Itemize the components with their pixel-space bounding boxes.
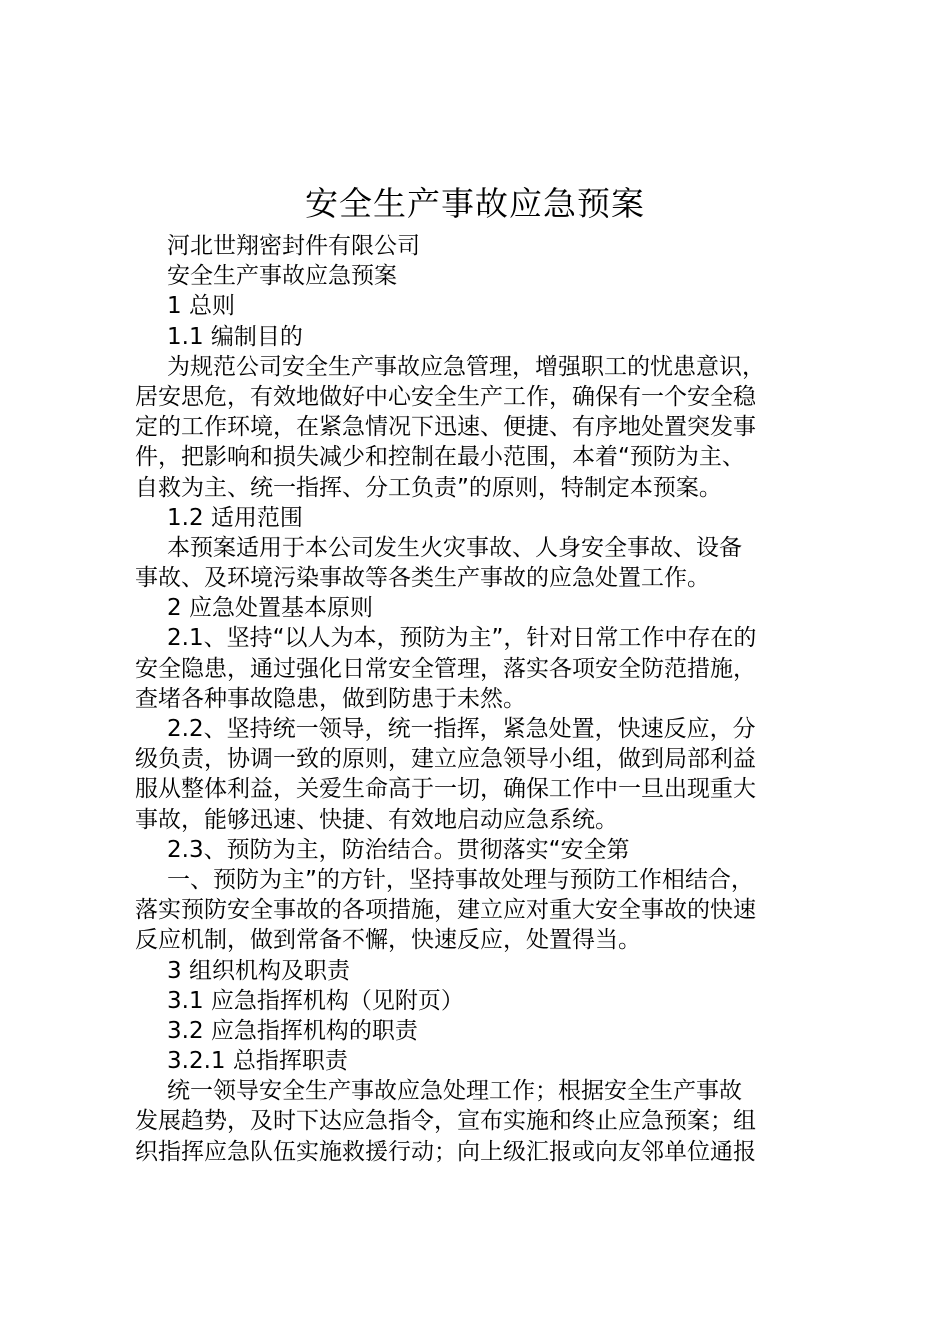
paragraph-line: 件，把影响和损失减少和控制在最小范围，本着“预防为主、 [135, 444, 745, 471]
document-title: 安全生产事故应急预案 [305, 184, 645, 223]
paragraph-line: 服从整体利益，关爱生命高于一切，确保工作中一旦出现重大 [135, 776, 756, 803]
paragraph-line: 自救为主、统一指挥、分工负责”的原则，特制定本预案。 [135, 474, 722, 501]
paragraph-line: 本预案适用于本公司发生火灾事故、人身安全事故、设备 [167, 534, 742, 561]
paragraph-line: 2.3、预防为主，防治结合。贯彻落实“安全第 [167, 836, 630, 863]
document-body [135, 231, 825, 1167]
paragraph-line: 级负责，协调一致的原则，建立应急领导小组，做到局部利益 [135, 746, 756, 773]
subtitle-line: 安全生产事故应急预案 [167, 263, 397, 290]
paragraph-line: 事故，能够迅速、快捷、有效地启动应急系统。 [135, 806, 618, 833]
paragraph-line: 事故、及环境污染事故等各类生产事故的应急处置工作。 [135, 565, 710, 592]
paragraph-line: 统一领导安全生产事故应急处理工作；根据安全生产事故 [167, 1078, 742, 1105]
paragraph-line: 发展趋势，及时下达应急指令，宣布实施和终止应急预案；组 [135, 1108, 756, 1135]
paragraph-line: 2.2、坚持统一领导，统一指挥，紧急处置，快速反应，分 [167, 716, 756, 742]
paragraph-line: 安全隐患，通过强化日常安全管理，落实各项安全防范措施， [135, 655, 756, 682]
subsection-heading: 3.2.1 总指挥职责 [167, 1048, 348, 1075]
subsection-heading: 1.2 适用范围 [167, 504, 303, 531]
section-heading: 1 总则 [167, 293, 235, 320]
paragraph-line: 定的工作环境，在紧急情况下迅速、便捷、有序地处置突发事 [135, 414, 756, 441]
paragraph-line: 为规范公司安全生产事故应急管理，增强职工的忧患意识， [167, 353, 765, 380]
subsection-heading: 3.2 应急指挥机构的职责 [167, 1017, 418, 1044]
section-heading: 3 组织机构及职责 [167, 957, 350, 984]
paragraph-line: 2.1、坚持“以人为本，预防为主”，针对日常工作中存在的 [167, 625, 757, 652]
paragraph-line: 查堵各种事故隐患，做到防患于未然。 [135, 685, 526, 712]
paragraph-line: 反应机制，做到常备不懈，快速反应，处置得当。 [135, 927, 641, 954]
paragraph-line: 一、预防为主”的方针，坚持事故处理与预防工作相结合， [167, 866, 754, 893]
company-name-line: 河北世翔密封件有限公司 [167, 233, 420, 259]
paragraph-line: 落实预防安全事故的各项措施，建立应对重大安全事故的快速 [135, 897, 756, 924]
subsection-heading: 3.1 应急指挥机构（见附页） [167, 987, 464, 1014]
paragraph-line: 居安思危，有效地做好中心安全生产工作，确保有一个安全稳 [135, 383, 756, 410]
subsection-heading: 1.1 编制目的 [167, 323, 303, 350]
section-heading: 2 应急处置基本原则 [167, 595, 373, 622]
paragraph-line: 织指挥应急队伍实施救援行动；向上级汇报或向友邻单位通报 [135, 1138, 756, 1165]
